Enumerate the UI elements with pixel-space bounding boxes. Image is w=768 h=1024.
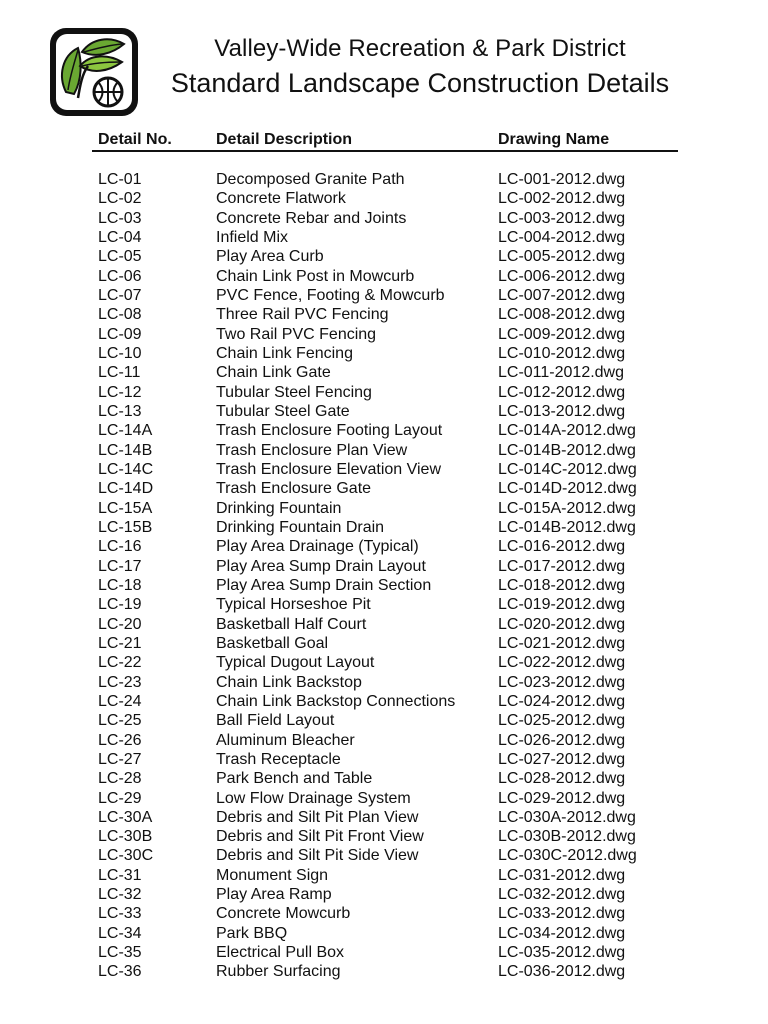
drawing-name: LC-012-2012.dwg xyxy=(498,383,626,401)
table-row xyxy=(92,189,678,208)
detail-number: LC-31 xyxy=(98,866,142,884)
table-row xyxy=(92,518,678,537)
detail-description: Debris and Silt Pit Front View xyxy=(216,828,424,846)
detail-number: LC-19 xyxy=(98,596,142,614)
table-row xyxy=(92,170,678,189)
detail-description: PVC Fence, Footing & Mowcurb xyxy=(216,286,445,304)
detail-number: LC-22 xyxy=(98,654,142,672)
detail-number: LC-14B xyxy=(98,441,153,459)
table-row xyxy=(92,943,678,962)
table-row xyxy=(92,537,678,556)
table-row xyxy=(92,924,678,943)
drawing-name: LC-015A-2012.dwg xyxy=(498,499,636,517)
drawing-name: LC-006-2012.dwg xyxy=(498,267,626,285)
drawing-name: LC-014B-2012.dwg xyxy=(498,518,636,536)
drawing-name: LC-025-2012.dwg xyxy=(498,712,626,730)
drawing-name: LC-026-2012.dwg xyxy=(498,731,626,749)
detail-number: LC-29 xyxy=(98,789,142,807)
drawing-name: LC-014B-2012.dwg xyxy=(498,441,636,459)
table-row xyxy=(92,595,678,614)
detail-number: LC-13 xyxy=(98,402,142,420)
table-row xyxy=(92,344,678,363)
detail-description: Tubular Steel Gate xyxy=(216,402,350,420)
detail-description: Concrete Mowcurb xyxy=(216,905,351,923)
detail-description: Decomposed Granite Path xyxy=(216,171,405,188)
detail-number: LC-14C xyxy=(98,460,154,478)
drawing-name: LC-013-2012.dwg xyxy=(498,402,626,420)
table-row xyxy=(92,363,678,382)
detail-description: Chain Link Fencing xyxy=(216,344,353,362)
drawing-name: LC-014C-2012.dwg xyxy=(498,460,637,478)
detail-number: LC-36 xyxy=(98,963,142,981)
detail-description: Debris and Silt Pit Side View xyxy=(216,847,419,865)
drawing-name: LC-028-2012.dwg xyxy=(498,770,626,788)
table-row xyxy=(92,904,678,923)
drawing-name: LC-011-2012.dwg xyxy=(498,364,625,382)
table-row xyxy=(92,479,678,498)
detail-description: Low Flow Drainage System xyxy=(216,789,411,807)
detail-number: LC-18 xyxy=(98,576,142,594)
column-header-detail-no: Detail No. xyxy=(98,131,172,148)
detail-description: Basketball Half Court xyxy=(216,615,367,633)
detail-description: Chain Link Backstop Connections xyxy=(216,692,456,710)
detail-description: Two Rail PVC Fencing xyxy=(216,325,377,343)
drawing-name: LC-029-2012.dwg xyxy=(498,789,626,807)
detail-description: Aluminum Bleacher xyxy=(216,731,355,749)
table-row xyxy=(92,209,678,228)
table-row xyxy=(92,827,678,846)
leaf-ball-logo-icon xyxy=(48,26,140,118)
detail-description: Concrete Rebar and Joints xyxy=(216,209,407,227)
detail-description: Play Area Curb xyxy=(216,248,324,266)
drawing-name: LC-020-2012.dwg xyxy=(498,615,626,633)
detail-number: LC-10 xyxy=(98,344,142,362)
detail-description: Debris and Silt Pit Plan View xyxy=(216,808,419,826)
detail-number: LC-08 xyxy=(98,306,142,324)
column-header-description: Detail Description xyxy=(216,131,353,148)
table-row xyxy=(92,692,678,711)
drawing-name: LC-008-2012.dwg xyxy=(498,306,626,324)
drawing-name: LC-004-2012.dwg xyxy=(498,228,626,246)
drawing-name: LC-030A-2012.dwg xyxy=(498,808,636,826)
detail-number: LC-06 xyxy=(98,267,142,285)
detail-number: LC-23 xyxy=(98,673,142,691)
district-logo xyxy=(48,26,140,118)
drawing-name: LC-017-2012.dwg xyxy=(498,557,626,575)
table-row xyxy=(92,615,678,634)
detail-number: LC-24 xyxy=(98,692,142,710)
detail-description: Play Area Sump Drain Layout xyxy=(216,557,426,575)
district-name: Valley-Wide Recreation & Park District xyxy=(214,35,626,62)
drawing-name: LC-034-2012.dwg xyxy=(498,924,626,942)
table-row xyxy=(92,305,678,324)
detail-number: LC-34 xyxy=(98,924,142,942)
table-row xyxy=(92,866,678,885)
table-row xyxy=(92,228,678,247)
detail-description: Chain Link Post in Mowcurb xyxy=(216,267,415,285)
detail-description: Play Area Sump Drain Section xyxy=(216,576,432,594)
drawing-name: LC-007-2012.dwg xyxy=(498,286,626,304)
table-row xyxy=(92,731,678,750)
table-row xyxy=(92,711,678,730)
drawing-name: LC-016-2012.dwg xyxy=(498,538,626,556)
detail-description: Trash Enclosure Footing Layout xyxy=(216,422,443,440)
detail-description: Trash Receptacle xyxy=(216,750,341,768)
drawing-name: LC-032-2012.dwg xyxy=(498,886,626,904)
drawing-name: LC-031-2012.dwg xyxy=(498,866,626,884)
detail-number: LC-16 xyxy=(98,538,142,556)
drawing-name: LC-018-2012.dwg xyxy=(498,576,626,594)
detail-number: LC-32 xyxy=(98,886,142,904)
detail-description: Electrical Pull Box xyxy=(216,944,345,962)
detail-number: LC-01 xyxy=(98,171,142,188)
table-row xyxy=(92,286,678,305)
detail-description: Park BBQ xyxy=(216,924,288,942)
table-row xyxy=(92,846,678,865)
detail-number: LC-15B xyxy=(98,518,153,536)
detail-description: Tubular Steel Fencing xyxy=(216,383,372,401)
detail-number: LC-33 xyxy=(98,905,142,923)
drawing-name: LC-024-2012.dwg xyxy=(498,692,626,710)
detail-description: Drinking Fountain xyxy=(216,499,342,517)
detail-number: LC-07 xyxy=(98,286,142,304)
detail-number: LC-04 xyxy=(98,228,142,246)
drawing-name: LC-033-2012.dwg xyxy=(498,905,626,923)
table-row xyxy=(92,769,678,788)
detail-description: Trash Enclosure Elevation View xyxy=(216,460,441,478)
column-header-drawing-name: Drawing Name xyxy=(498,131,610,148)
detail-table-body xyxy=(92,170,678,982)
detail-number: LC-30B xyxy=(98,828,153,846)
detail-number: LC-30A xyxy=(98,808,153,826)
detail-number: LC-27 xyxy=(98,750,142,768)
drawing-name: LC-027-2012.dwg xyxy=(498,750,626,768)
drawing-name: LC-009-2012.dwg xyxy=(498,325,626,343)
detail-number: LC-09 xyxy=(98,325,142,343)
detail-description: Monument Sign xyxy=(216,866,329,884)
detail-description: Basketball Goal xyxy=(216,634,329,652)
drawing-name: LC-023-2012.dwg xyxy=(498,673,626,691)
table-row xyxy=(92,962,678,981)
table-row xyxy=(92,402,678,421)
drawing-name: LC-001-2012.dwg xyxy=(498,171,626,188)
drawing-name: LC-022-2012.dwg xyxy=(498,654,626,672)
table-row xyxy=(92,808,678,827)
detail-description: Typical Horseshoe Pit xyxy=(216,596,371,614)
detail-number: LC-30C xyxy=(98,847,154,865)
table-row xyxy=(92,673,678,692)
table-row xyxy=(92,383,678,402)
detail-description: Three Rail PVC Fencing xyxy=(216,306,389,324)
detail-number: LC-28 xyxy=(98,770,142,788)
drawing-name: LC-036-2012.dwg xyxy=(498,963,626,981)
detail-description: Play Area Drainage (Typical) xyxy=(216,538,419,556)
detail-number: LC-21 xyxy=(98,634,142,652)
document-title: Standard Landscape Construction Details xyxy=(170,68,670,98)
drawing-name: LC-003-2012.dwg xyxy=(498,209,626,227)
detail-number: LC-15A xyxy=(98,499,153,517)
detail-description: Typical Dugout Layout xyxy=(216,654,375,672)
detail-number: LC-17 xyxy=(98,557,142,575)
table-row xyxy=(92,499,678,518)
detail-description: Infield Mix xyxy=(216,228,289,246)
drawing-name: LC-002-2012.dwg xyxy=(498,190,626,208)
detail-number: LC-20 xyxy=(98,615,142,633)
table-row xyxy=(92,460,678,479)
drawing-name: LC-010-2012.dwg xyxy=(498,344,626,362)
drawing-name: LC-035-2012.dwg xyxy=(498,944,626,962)
detail-description: Drinking Fountain Drain xyxy=(216,518,385,536)
detail-description: Park Bench and Table xyxy=(216,770,373,788)
drawing-name: LC-005-2012.dwg xyxy=(498,248,626,266)
drawing-name: LC-014D-2012.dwg xyxy=(498,480,637,498)
detail-number: LC-02 xyxy=(98,190,142,208)
detail-number: LC-14D xyxy=(98,480,154,498)
detail-description: Chain Link Backstop xyxy=(216,673,362,691)
table-row xyxy=(92,247,678,266)
detail-description: Trash Enclosure Plan View xyxy=(216,441,408,459)
table-row xyxy=(92,421,678,440)
detail-description: Ball Field Layout xyxy=(216,712,335,730)
table-row xyxy=(92,267,678,286)
table-row xyxy=(92,634,678,653)
drawing-name: LC-014A-2012.dwg xyxy=(498,422,636,440)
table-row xyxy=(92,325,678,344)
document-title-block xyxy=(150,34,690,100)
drawing-name: LC-030B-2012.dwg xyxy=(498,828,636,846)
table-header xyxy=(92,128,678,152)
drawing-name: LC-019-2012.dwg xyxy=(498,596,626,614)
detail-number: LC-03 xyxy=(98,209,142,227)
table-row xyxy=(92,653,678,672)
drawing-name: LC-021-2012.dwg xyxy=(498,634,626,652)
detail-number: LC-05 xyxy=(98,248,142,266)
table-row xyxy=(92,576,678,595)
detail-description: Rubber Surfacing xyxy=(216,963,341,981)
table-row xyxy=(92,885,678,904)
detail-number: LC-35 xyxy=(98,944,142,962)
detail-number: LC-12 xyxy=(98,383,142,401)
drawing-name: LC-030C-2012.dwg xyxy=(498,847,637,865)
table-row xyxy=(92,750,678,769)
detail-description: Concrete Flatwork xyxy=(216,190,346,208)
table-row xyxy=(92,789,678,808)
table-row xyxy=(92,557,678,576)
table-row xyxy=(92,441,678,460)
detail-description: Chain Link Gate xyxy=(216,364,331,382)
detail-number: LC-14A xyxy=(98,422,153,440)
detail-number: LC-26 xyxy=(98,731,142,749)
detail-number: LC-25 xyxy=(98,712,142,730)
detail-description: Trash Enclosure Gate xyxy=(216,480,372,498)
detail-description: Play Area Ramp xyxy=(216,886,332,904)
detail-number: LC-11 xyxy=(98,364,141,382)
